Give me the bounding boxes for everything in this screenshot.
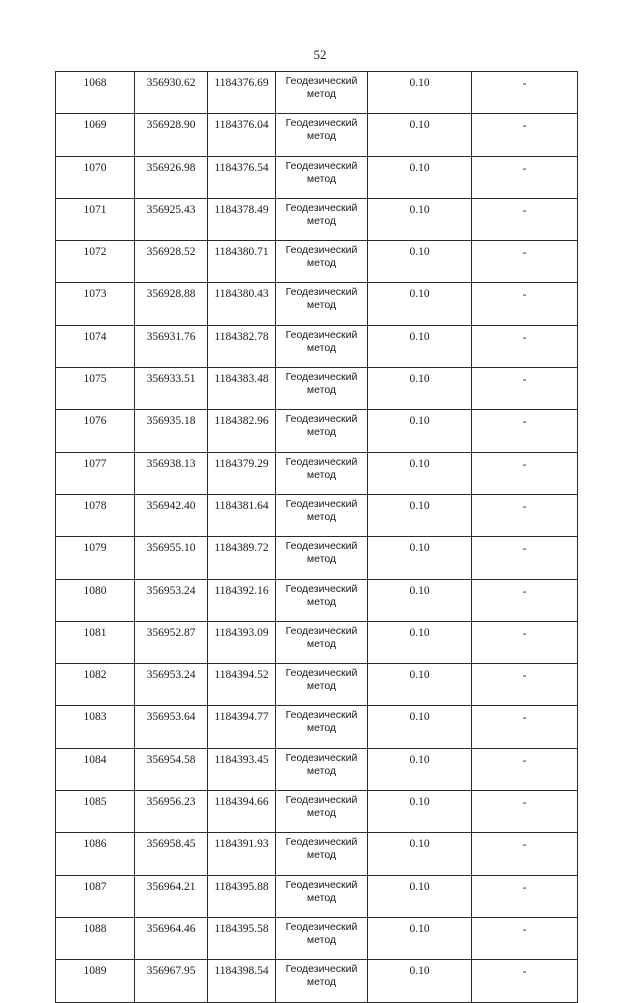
accuracy-cell: 0.10 — [368, 537, 472, 579]
method-cell: Геодезический метод — [276, 114, 368, 156]
method-cell: Геодезический метод — [276, 791, 368, 833]
accuracy-cell: 0.10 — [368, 579, 472, 621]
method-cell: Геодезический метод — [276, 748, 368, 790]
y-coordinate-cell: 1184382.78 — [208, 325, 276, 367]
note-cell: - — [472, 156, 578, 198]
note-cell: - — [472, 791, 578, 833]
x-coordinate-cell: 356953.24 — [135, 664, 208, 706]
x-coordinate-cell: 356926.98 — [135, 156, 208, 198]
table-row — [56, 706, 578, 748]
table-row — [56, 537, 578, 579]
note-cell: - — [472, 452, 578, 494]
table-row — [56, 198, 578, 240]
table-row — [56, 452, 578, 494]
point-number-cell: 1080 — [56, 579, 135, 621]
coordinates-table-body — [56, 72, 578, 1003]
table-row — [56, 368, 578, 410]
point-number-cell: 1087 — [56, 875, 135, 917]
accuracy-cell: 0.10 — [368, 114, 472, 156]
method-cell: Геодезический метод — [276, 368, 368, 410]
y-coordinate-cell: 1184379.29 — [208, 452, 276, 494]
table-row — [56, 325, 578, 367]
y-coordinate-cell: 1184394.66 — [208, 791, 276, 833]
table-row — [56, 664, 578, 706]
y-coordinate-cell: 1184383.48 — [208, 368, 276, 410]
point-number-cell: 1084 — [56, 748, 135, 790]
accuracy-cell: 0.10 — [368, 621, 472, 663]
table-row — [56, 833, 578, 875]
accuracy-cell: 0.10 — [368, 664, 472, 706]
table-row — [56, 494, 578, 536]
x-coordinate-cell: 356956.23 — [135, 791, 208, 833]
y-coordinate-cell: 1184394.77 — [208, 706, 276, 748]
x-coordinate-cell: 356964.46 — [135, 917, 208, 959]
x-coordinate-cell: 356967.95 — [135, 960, 208, 1002]
y-coordinate-cell: 1184391.93 — [208, 833, 276, 875]
accuracy-cell: 0.10 — [368, 706, 472, 748]
x-coordinate-cell: 356938.13 — [135, 452, 208, 494]
x-coordinate-cell: 356931.76 — [135, 325, 208, 367]
note-cell: - — [472, 114, 578, 156]
table-row — [56, 241, 578, 283]
point-number-cell: 1083 — [56, 706, 135, 748]
method-cell: Геодезический метод — [276, 833, 368, 875]
table-row — [56, 410, 578, 452]
table-row — [56, 579, 578, 621]
y-coordinate-cell: 1184398.54 — [208, 960, 276, 1002]
y-coordinate-cell: 1184394.52 — [208, 664, 276, 706]
y-coordinate-cell: 1184393.45 — [208, 748, 276, 790]
point-number-cell: 1086 — [56, 833, 135, 875]
accuracy-cell: 0.10 — [368, 156, 472, 198]
note-cell: - — [472, 917, 578, 959]
note-cell: - — [472, 368, 578, 410]
y-coordinate-cell: 1184380.43 — [208, 283, 276, 325]
point-number-cell: 1075 — [56, 368, 135, 410]
point-number-cell: 1073 — [56, 283, 135, 325]
table-row — [56, 791, 578, 833]
table-row — [56, 283, 578, 325]
note-cell: - — [472, 198, 578, 240]
note-cell: - — [472, 960, 578, 1002]
y-coordinate-cell: 1184395.58 — [208, 917, 276, 959]
y-coordinate-cell: 1184381.64 — [208, 494, 276, 536]
x-coordinate-cell: 356952.87 — [135, 621, 208, 663]
accuracy-cell: 0.10 — [368, 791, 472, 833]
method-cell: Геодезический метод — [276, 156, 368, 198]
y-coordinate-cell: 1184395.88 — [208, 875, 276, 917]
accuracy-cell: 0.10 — [368, 283, 472, 325]
x-coordinate-cell: 356933.51 — [135, 368, 208, 410]
accuracy-cell: 0.10 — [368, 917, 472, 959]
accuracy-cell: 0.10 — [368, 452, 472, 494]
table-row — [56, 72, 578, 114]
point-number-cell: 1074 — [56, 325, 135, 367]
note-cell: - — [472, 325, 578, 367]
method-cell: Геодезический метод — [276, 452, 368, 494]
note-cell: - — [472, 833, 578, 875]
y-coordinate-cell: 1184376.54 — [208, 156, 276, 198]
point-number-cell: 1089 — [56, 960, 135, 1002]
method-cell: Геодезический метод — [276, 706, 368, 748]
accuracy-cell: 0.10 — [368, 325, 472, 367]
point-number-cell: 1069 — [56, 114, 135, 156]
accuracy-cell: 0.10 — [368, 241, 472, 283]
table-row — [56, 748, 578, 790]
table-row — [56, 960, 578, 1002]
note-cell: - — [472, 494, 578, 536]
method-cell: Геодезический метод — [276, 917, 368, 959]
y-coordinate-cell: 1184392.16 — [208, 579, 276, 621]
point-number-cell: 1077 — [56, 452, 135, 494]
method-cell: Геодезический метод — [276, 72, 368, 114]
y-coordinate-cell: 1184389.72 — [208, 537, 276, 579]
note-cell: - — [472, 579, 578, 621]
y-coordinate-cell: 1184378.49 — [208, 198, 276, 240]
accuracy-cell: 0.10 — [368, 198, 472, 240]
accuracy-cell: 0.10 — [368, 494, 472, 536]
point-number-cell: 1078 — [56, 494, 135, 536]
method-cell: Геодезический метод — [276, 283, 368, 325]
table-row — [56, 621, 578, 663]
method-cell: Геодезический метод — [276, 241, 368, 283]
method-cell: Геодезический метод — [276, 960, 368, 1002]
note-cell: - — [472, 283, 578, 325]
accuracy-cell: 0.10 — [368, 368, 472, 410]
y-coordinate-cell: 1184376.69 — [208, 72, 276, 114]
x-coordinate-cell: 356942.40 — [135, 494, 208, 536]
x-coordinate-cell: 356958.45 — [135, 833, 208, 875]
x-coordinate-cell: 356964.21 — [135, 875, 208, 917]
note-cell: - — [472, 748, 578, 790]
accuracy-cell: 0.10 — [368, 960, 472, 1002]
table-row — [56, 156, 578, 198]
point-number-cell: 1079 — [56, 537, 135, 579]
accuracy-cell: 0.10 — [368, 410, 472, 452]
method-cell: Геодезический метод — [276, 325, 368, 367]
y-coordinate-cell: 1184382.96 — [208, 410, 276, 452]
method-cell: Геодезический метод — [276, 198, 368, 240]
x-coordinate-cell: 356928.90 — [135, 114, 208, 156]
accuracy-cell: 0.10 — [368, 875, 472, 917]
table-row — [56, 114, 578, 156]
accuracy-cell: 0.10 — [368, 72, 472, 114]
note-cell: - — [472, 537, 578, 579]
accuracy-cell: 0.10 — [368, 833, 472, 875]
method-cell: Геодезический метод — [276, 875, 368, 917]
note-cell: - — [472, 875, 578, 917]
x-coordinate-cell: 356928.52 — [135, 241, 208, 283]
point-number-cell: 1082 — [56, 664, 135, 706]
point-number-cell: 1076 — [56, 410, 135, 452]
note-cell: - — [472, 621, 578, 663]
point-number-cell: 1085 — [56, 791, 135, 833]
x-coordinate-cell: 356954.58 — [135, 748, 208, 790]
x-coordinate-cell: 356955.10 — [135, 537, 208, 579]
method-cell: Геодезический метод — [276, 579, 368, 621]
page-number: 52 — [313, 47, 327, 62]
method-cell: Геодезический метод — [276, 410, 368, 452]
y-coordinate-cell: 1184393.09 — [208, 621, 276, 663]
method-cell: Геодезический метод — [276, 664, 368, 706]
method-cell: Геодезический метод — [276, 494, 368, 536]
coordinates-table — [55, 71, 578, 1003]
note-cell: - — [472, 706, 578, 748]
x-coordinate-cell: 356953.64 — [135, 706, 208, 748]
point-number-cell: 1070 — [56, 156, 135, 198]
note-cell: - — [472, 72, 578, 114]
point-number-cell: 1081 — [56, 621, 135, 663]
y-coordinate-cell: 1184376.04 — [208, 114, 276, 156]
point-number-cell: 1088 — [56, 917, 135, 959]
method-cell: Геодезический метод — [276, 537, 368, 579]
note-cell: - — [472, 241, 578, 283]
note-cell: - — [472, 664, 578, 706]
accuracy-cell: 0.10 — [368, 748, 472, 790]
point-number-cell: 1071 — [56, 198, 135, 240]
table-row — [56, 875, 578, 917]
x-coordinate-cell: 356935.18 — [135, 410, 208, 452]
method-cell: Геодезический метод — [276, 621, 368, 663]
note-cell: - — [472, 410, 578, 452]
table-row — [56, 917, 578, 959]
point-number-cell: 1072 — [56, 241, 135, 283]
point-number-cell: 1068 — [56, 72, 135, 114]
x-coordinate-cell: 356925.43 — [135, 198, 208, 240]
y-coordinate-cell: 1184380.71 — [208, 241, 276, 283]
x-coordinate-cell: 356930.62 — [135, 72, 208, 114]
x-coordinate-cell: 356928.88 — [135, 283, 208, 325]
x-coordinate-cell: 356953.24 — [135, 579, 208, 621]
